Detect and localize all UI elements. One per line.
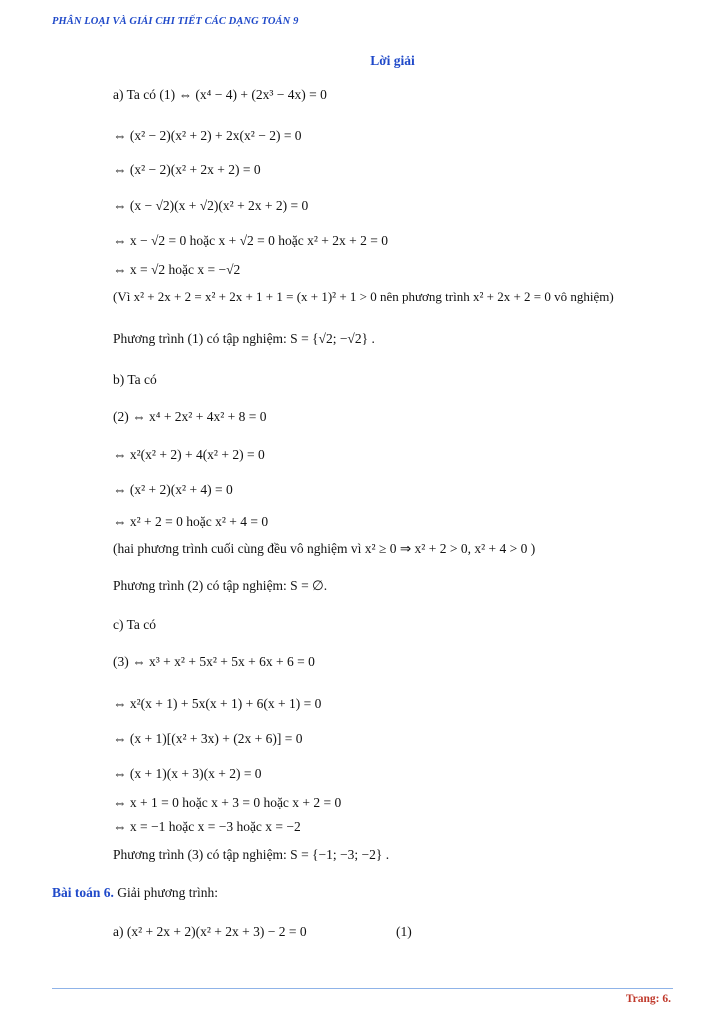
solution-line: ⇔ (x² + 2)(x² + 4) = 0 — [113, 482, 233, 497]
solution-line: ⇔ x² + 2 = 0 hoặc x² + 4 = 0 — [113, 514, 269, 529]
page-header: PHÂN LOẠI VÀ GIẢI CHI TIẾT CÁC DẠNG TOÁN 9 — [52, 16, 299, 27]
solution-line: b) Ta có — [113, 372, 157, 387]
solution-line: Phương trình (2) có tập nghiệm: S = ∅. — [113, 578, 328, 593]
solution-line: ⇔ (x − √2)(x + √2)(x² + 2x + 2) = 0 — [113, 198, 309, 213]
solution-line: ⇔ x²(x + 1) + 5x(x + 1) + 6(x + 1) = 0 — [113, 696, 322, 711]
solution-line: ⇔ (x + 1)[(x² + 3x) + (2x + 6)] = 0 — [113, 731, 303, 746]
page-number: Trang: 6. — [625, 993, 671, 1005]
solution-line: ⇔ x + 1 = 0 hoặc x + 3 = 0 hoặc x + 2 = 0 — [113, 795, 342, 810]
problem-heading — [52, 885, 218, 901]
solution-line: (Vì x² + 2x + 2 = x² + 2x + 1 + 1 = (x + 1)² + 1 > 0 nên phương trình x² + 2x + 2 = 0 vô nghiệm) — [113, 289, 614, 304]
solution-line: (2) ⇔ x⁴ + 2x² + 4x² + 8 = 0 — [113, 409, 267, 424]
solution-line: ⇔ x²(x² + 2) + 4(x² + 2) = 0 — [113, 447, 265, 462]
section-title: Lời giải — [370, 53, 415, 68]
solution-line: ⇔ (x + 1)(x + 3)(x + 2) = 0 — [113, 766, 262, 781]
solution-line: (hai phương trình cuối cùng đều vô nghiệm vì x² ≥ 0 ⇒ x² + 2 > 0, x² + 4 > 0 ) — [113, 541, 536, 556]
solution-line: ⇔ x = √2 hoặc x = −√2 — [113, 262, 241, 277]
problem-label: Bài toán 6. — [52, 885, 114, 900]
footer-divider — [52, 988, 673, 989]
solution-line: ⇔ (x² − 2)(x² + 2) + 2x(x² − 2) = 0 — [113, 128, 302, 143]
equation-number: (1) — [396, 924, 412, 939]
solution-line: ⇔ x − √2 = 0 hoặc x + √2 = 0 hoặc x² + 2x + 2 = 0 — [113, 233, 389, 248]
problem-text: Giải phương trình: — [113, 885, 218, 900]
solution-line: c) Ta có — [113, 617, 157, 632]
solution-line: Phương trình (3) có tập nghiệm: S = {−1; −3; −2} . — [113, 847, 390, 862]
solution-line: ⇔ (x² − 2)(x² + 2x + 2) = 0 — [113, 162, 261, 177]
solution-line: ⇔ x = −1 hoặc x = −3 hoặc x = −2 — [113, 819, 301, 834]
solution-line: (3) ⇔ x³ + x² + 5x² + 5x + 6x + 6 = 0 — [113, 654, 315, 669]
solution-line: Phương trình (1) có tập nghiệm: S = {√2; −√2} . — [113, 331, 375, 346]
equation-a: a) (x² + 2x + 2)(x² + 2x + 3) − 2 = 0 — [113, 924, 307, 939]
solution-line: a) Ta có (1) ⇔ (x⁴ − 4) + (2x³ − 4x) = 0 — [113, 87, 327, 102]
